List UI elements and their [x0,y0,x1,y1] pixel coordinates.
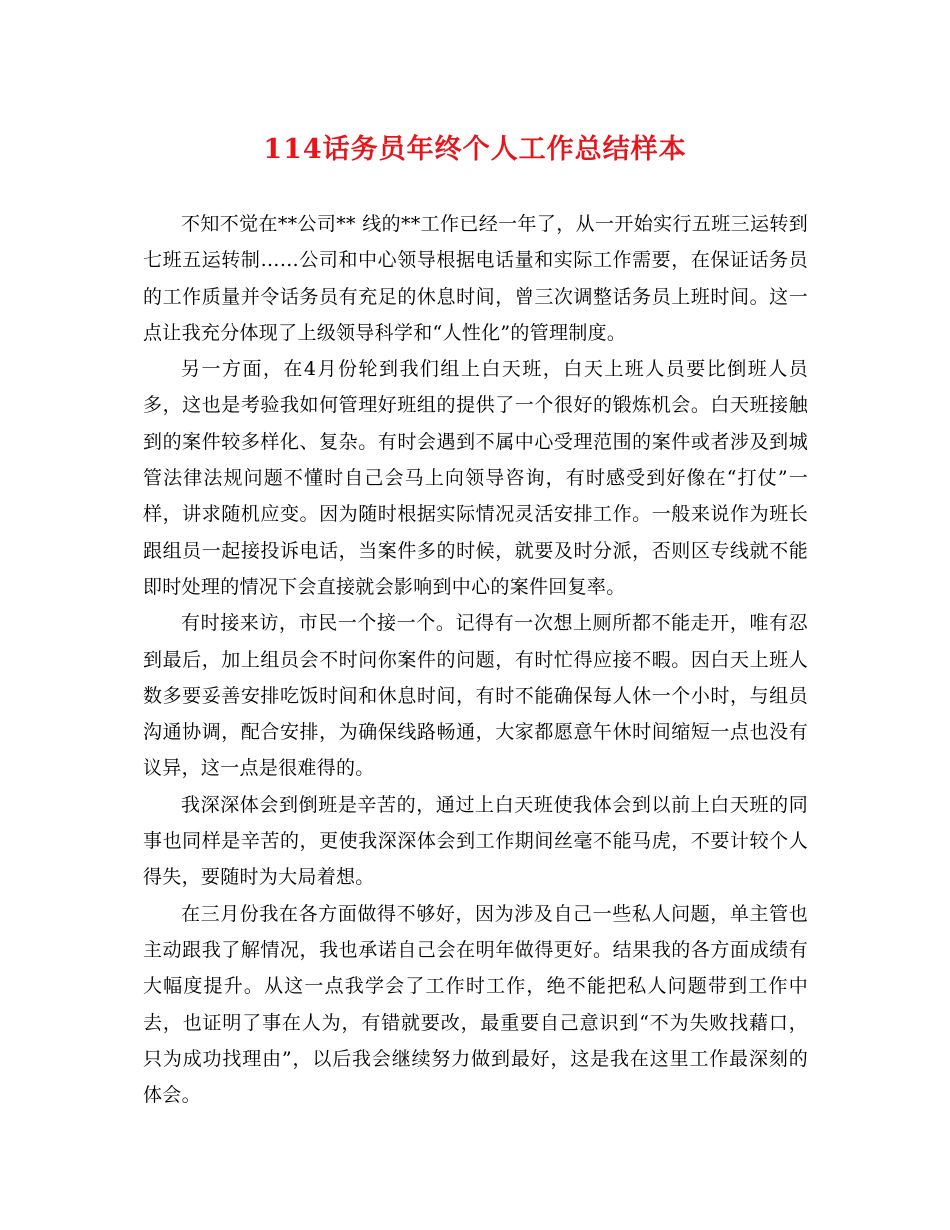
paragraph-2: 另一方面，在4月份轮到我们组上白天班，白天上班人员要比倒班人员多，这也是考验我如何管理好班组的提供了一个很好的锻炼机会。白天班接触到的案件较多样化、复杂。有时会遇到不属中心受理范围的案件或者涉及到城管法律法规问题不懂时自己会马上向领导咨询，有时感受到好像在“打仗”一样，讲求随机应变。因为随时根据实际情况灵活安排工作。一般来说作为班长跟组员一起接投诉电话，当案件多的时候，就要及时分派，否则区专线就不能即时处理的情况下会直接就会影响到中心的案件回复率。 [143,358,808,598]
document-body [143,206,808,1113]
paragraph-3: 有时接来访，市民一个接一个。记得有一次想上厕所都不能走开，唯有忍到最后，加上组员会不时问你案件的问题，有时忙得应接不暇。因白天上班人数多要妥善安排吃饭时间和休息时间，有时不能确保每人休一个小时，与组员沟通协调，配合安排，为确保线路畅通，大家都愿意午休时间缩短一点也没有议异，这一点是很难得的。 [143,612,808,780]
paragraph-5: 在三月份我在各方面做得不够好，因为涉及自己一些私人问题，单主管也主动跟我了解情况，我也承诺自己会在明年做得更好。结果我的各方面成绩有大幅度提升。从这一点我学会了工作时工作，绝不能把私人问题带到工作中去，也证明了事在人为，有错就要改，最重要自己意识到“不为失败找藉口，只为成功找理由”，以后我会继续努力做到最好，这是我在这里工作最深刻的体会。 [143,902,808,1107]
paragraph-1: 不知不觉在**公司** 线的**工作已经一年了，从一开始实行五班三运转到七班五运转制……公司和中心领导根据电话量和实际工作需要，在保证话务员的工作质量并令话务员有充足的休息时间，曾三次调整话务员上班时间。这一点让我充分体现了上级领导科学和“人性化”的管理制度。 [143,213,808,344]
document-title: 114话务员年终个人工作总结样本 [263,134,687,165]
paragraph-4: 我深深体会到倒班是辛苦的，通过上白天班使我体会到以前上白天班的同事也同样是辛苦的，更使我深深体会到工作期间丝毫不能马虎，不要计较个人得失，要随时为大局着想。 [143,793,808,889]
